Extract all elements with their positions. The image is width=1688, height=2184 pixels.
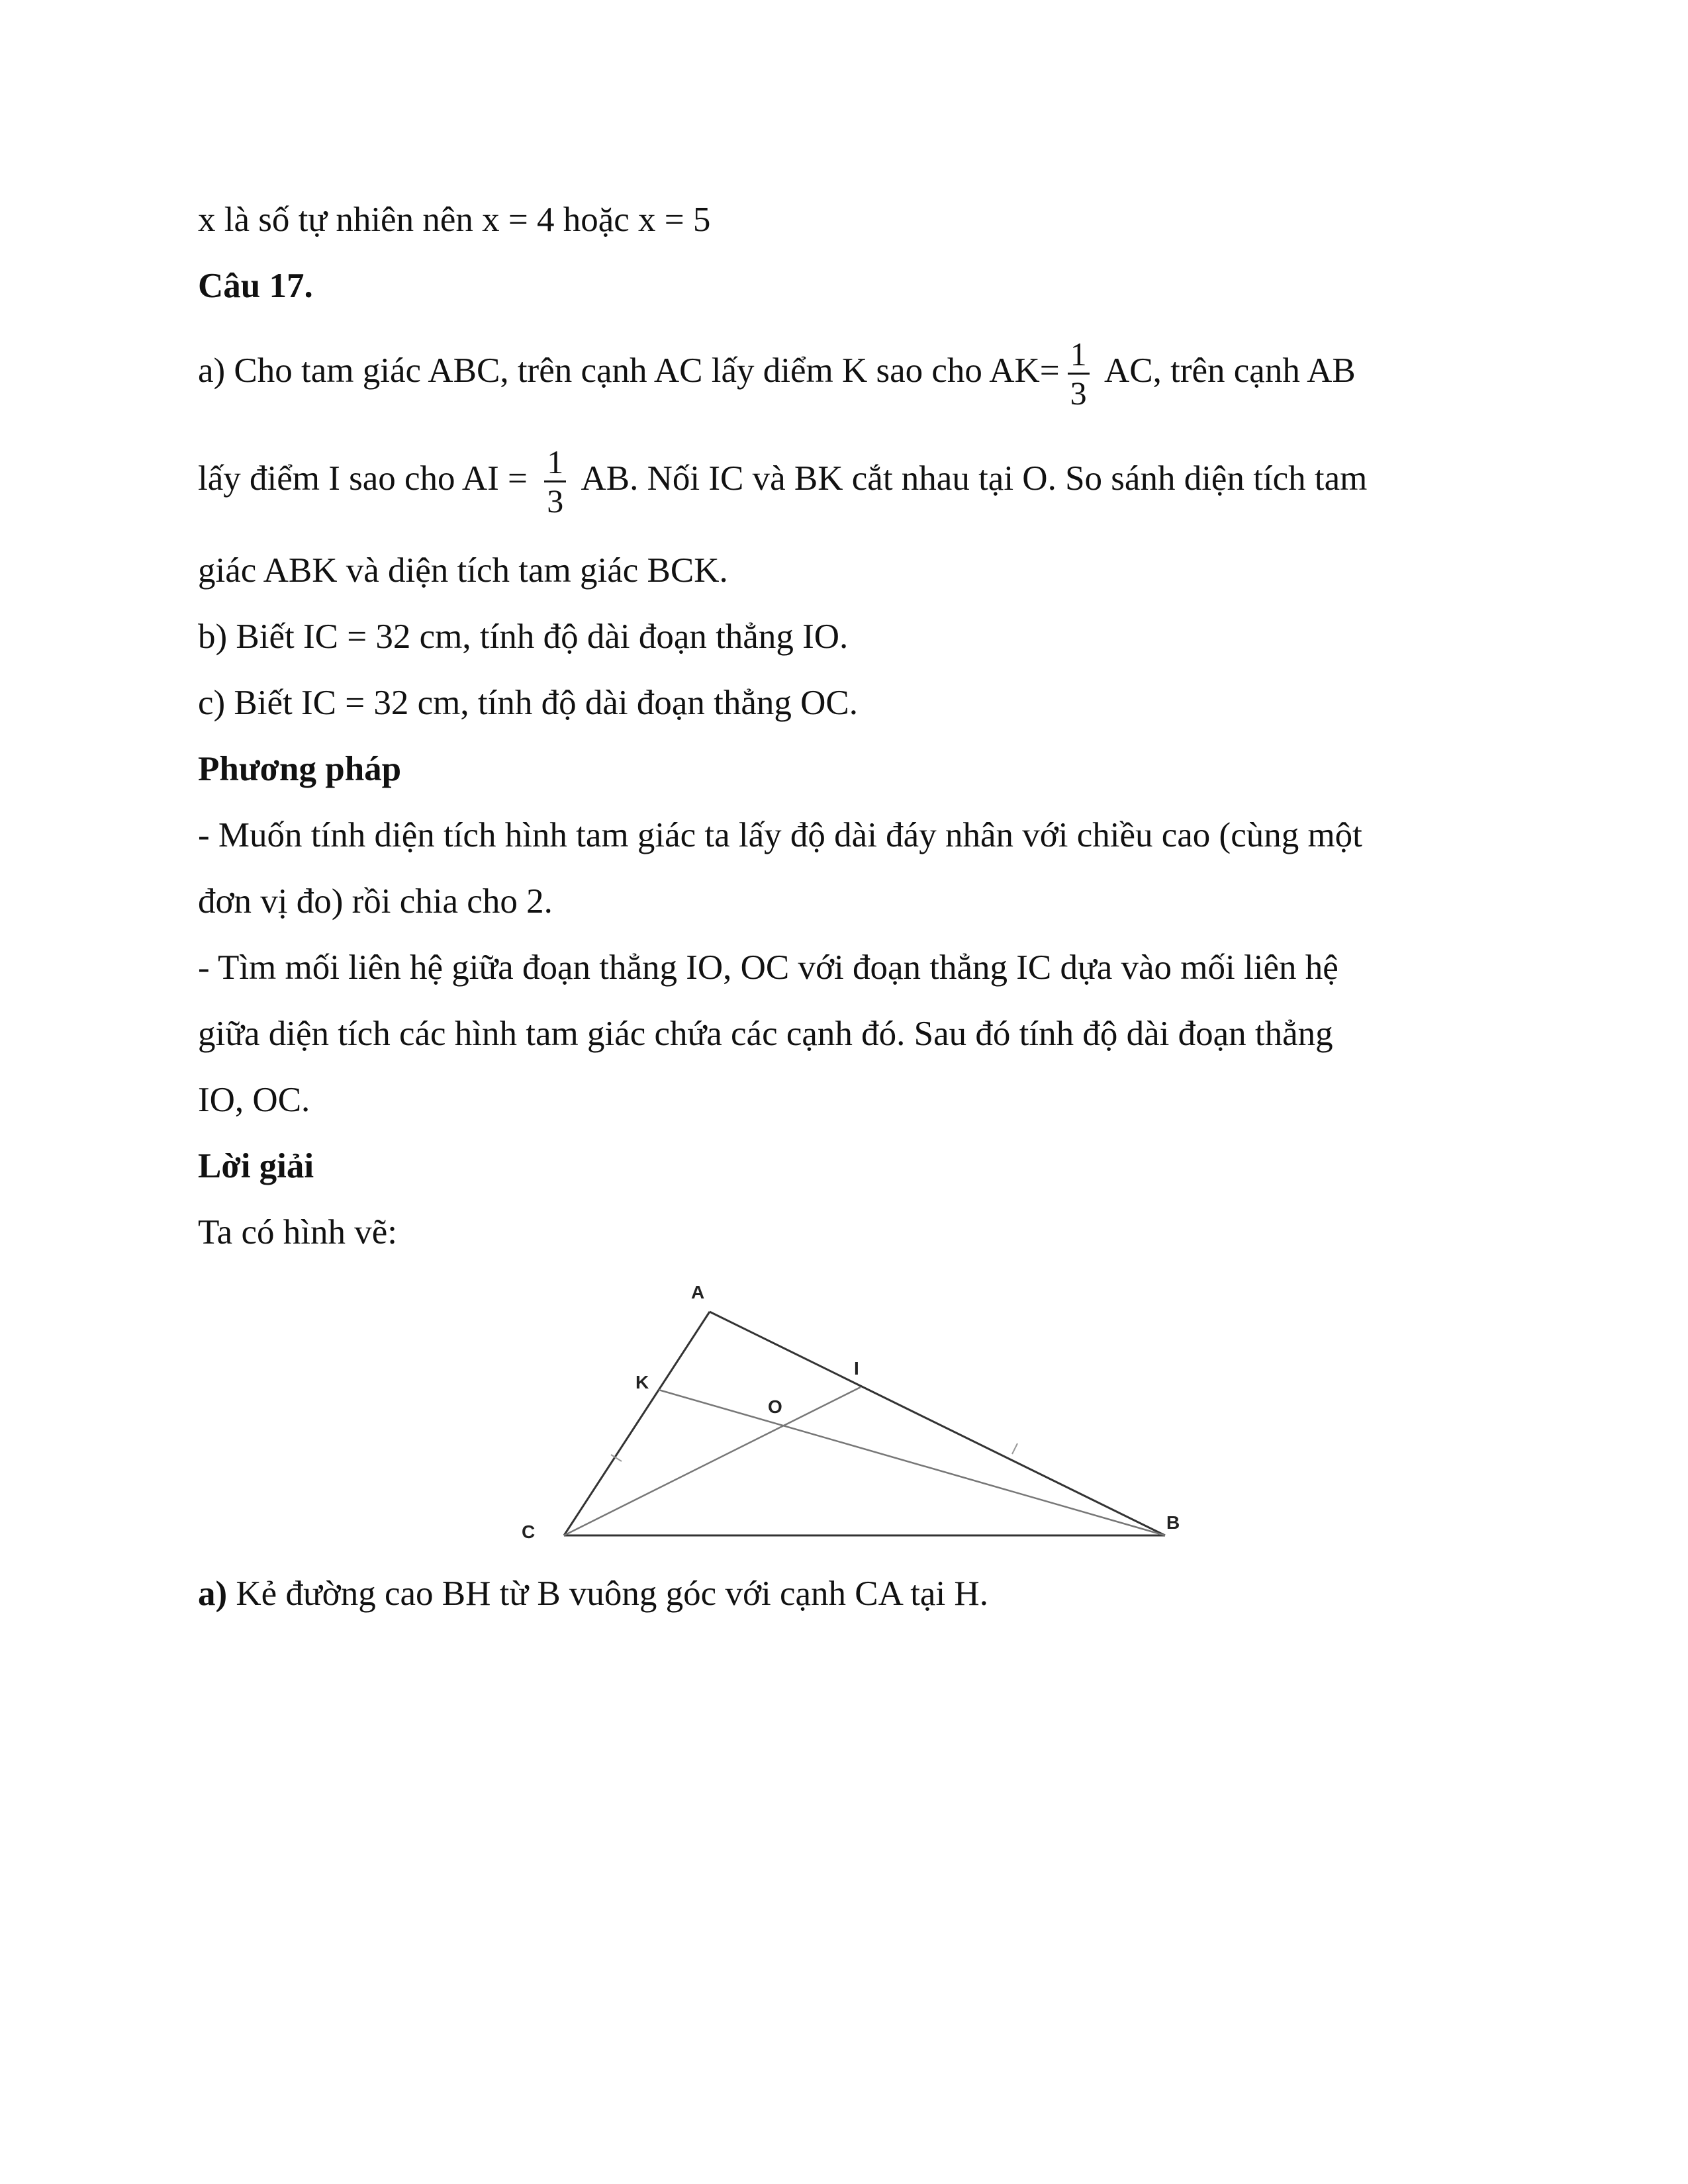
solution-part-a [198, 1572, 988, 1615]
text-line: IO, OC. [198, 1081, 310, 1119]
text-segment: lấy điểm I sao cho AI = [198, 459, 537, 498]
fraction-numerator: 1 [544, 443, 566, 482]
text-segment: AC, trên cạnh AB [1097, 351, 1356, 390]
label-k: K [635, 1372, 649, 1392]
text-segment-bold: a) [198, 1574, 228, 1613]
text-line: Ta có hình vẽ: [198, 1213, 397, 1251]
segment-ic [564, 1387, 861, 1535]
text-segment: Kẻ đường cao BH từ B vuông góc với cạnh CA tại H. [227, 1574, 988, 1613]
fraction-one-third [1068, 336, 1090, 412]
question-part-a-line1 [198, 331, 1356, 412]
fraction-numerator: 1 [1068, 336, 1090, 375]
label-o: O [768, 1396, 782, 1417]
text-line: giác ABK và diện tích tam giác BCK. [198, 551, 728, 590]
triangle-figure [503, 1257, 1178, 1562]
tick-mark [1012, 1443, 1017, 1454]
text-line: giữa diện tích các hình tam giác chứa các cạnh đó. Sau đó tính độ dài đoạn thẳng [198, 1015, 1333, 1053]
label-b: B [1166, 1512, 1180, 1533]
question-heading: Câu 17. [198, 267, 313, 305]
question-part-a-line2 [198, 439, 1367, 520]
text-segment: AB. Nối IC và BK cắt nhau tại O. So sánh diện tích tam [574, 459, 1368, 498]
label-i: I [854, 1358, 859, 1379]
question-part-b: b) Biết IC = 32 cm, tính độ dài đoạn thẳng IO. [198, 617, 849, 656]
text-line: - Tìm mối liên hệ giữa đoạn thẳng IO, OC với đoạn thẳng IC dựa vào mối liên hệ [198, 948, 1338, 987]
question-part-c: c) Biết IC = 32 cm, tính độ dài đoạn thẳng OC. [198, 684, 858, 722]
label-a: A [691, 1282, 705, 1302]
side-ac [564, 1312, 710, 1535]
label-c: C [522, 1522, 536, 1542]
text-segment: a) Cho tam giác ABC, trên cạnh AC lấy diểm K sao cho AK= [198, 351, 1060, 390]
solution-heading: Lời giải [198, 1147, 314, 1185]
text-line: - Muốn tính diện tích hình tam giác ta lấy độ dài đáy nhân với chiều cao (cùng một [198, 816, 1362, 854]
text-line: x là số tự nhiên nên x = 4 hoặc x = 5 [198, 201, 711, 239]
fraction-denominator: 3 [547, 482, 564, 520]
method-heading: Phương pháp [198, 750, 402, 788]
fraction-denominator: 3 [1070, 375, 1087, 412]
text-line: đơn vị đo) rồi chia cho 2. [198, 882, 553, 921]
fraction-one-third [544, 443, 566, 520]
